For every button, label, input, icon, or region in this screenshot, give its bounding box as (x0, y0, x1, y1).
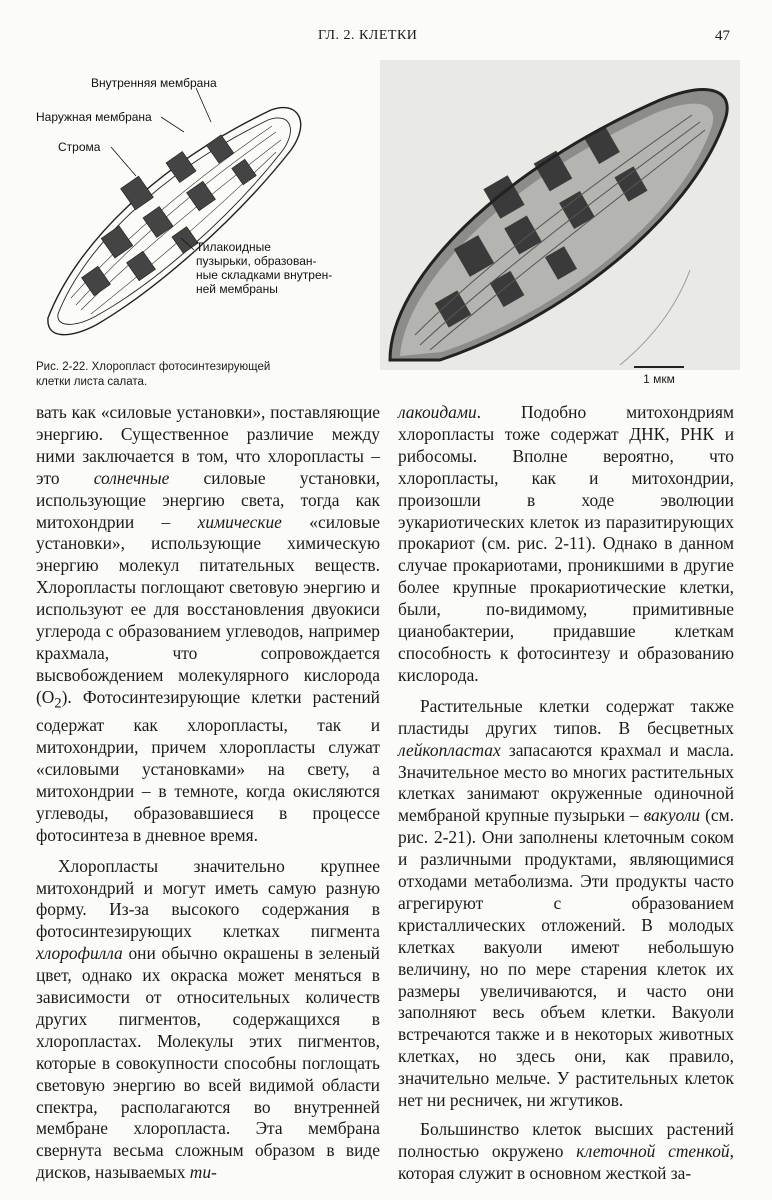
text-run: запасаются крахмал и масла. Значительное место во многих растительных клетках занимают окруженные одиночной мембраной крупные пузырьки – (398, 739, 734, 826)
paragraph (36, 856, 380, 1185)
label-outer-membrane: Наружная мембрана (36, 110, 152, 124)
text-run: Большинство клеток высших растений полностью окружено (398, 1119, 734, 1161)
emphasis: ти- (189, 1162, 217, 1183)
emphasis: вакуоли (643, 805, 701, 826)
caption-line: клетки листа салата. (36, 376, 148, 388)
emphasis: солнечные (93, 467, 170, 488)
right-column (398, 402, 734, 1185)
text-run: вать как «силовые установки», поставляющие энергию. Существенное различие между ними заключается в том, что хлоропласты – это (36, 402, 380, 488)
text-run: (см. рис. 2-21). Они заполнены клеточным соком и различными продуктами, являющимися отходами метаболизма. Эти продукты часто агрегируют с образованием кристаллических отложений. В молодых клетках вакуоли имеют небольшую величину, но по мере старения клеток их размеры увеличиваются, и часто они заполняют весь объем клетки. Вакуоли встречаются также и в некоторых животных клетках, но здесь они, как правило, значительно мельче. У растительных клеток нет ни ресничек, ни жгутиков. (398, 805, 734, 1111)
emphasis: химические (197, 511, 282, 532)
label-thylakoids-line: пузырьки, образован- (196, 254, 317, 268)
caption-line: Рис. 2-22. Хлоропласт фотосинтезирующей (36, 361, 271, 373)
paragraph (36, 402, 380, 847)
micrograph-image (380, 60, 740, 370)
scale-bar-line (634, 366, 684, 368)
chloroplast-diagram (36, 70, 336, 360)
label-stroma: Строма (58, 140, 101, 154)
figure-caption (36, 360, 356, 390)
label-thylakoids-line: Тилакоидные (196, 240, 271, 254)
scale-bar (634, 360, 694, 386)
label-thylakoids-line: ней мембраны (196, 282, 278, 296)
paragraph (398, 402, 734, 687)
page-number: 47 (715, 28, 730, 44)
emphasis: клеточной стенкой (576, 1140, 730, 1161)
label-inner-membrane: Внутренняя мембрана (91, 76, 217, 90)
text-run: Хлоропласты значительно крупнее митохондрий и могут иметь самую разную форму. Из-за высокого содержания в фотосинтезирующих клетках пигмента (36, 855, 380, 942)
emphasis: лейкопластах (398, 739, 501, 760)
running-head: ГЛ. 2. КЛЕТКИ (318, 28, 418, 43)
paragraph (398, 1119, 734, 1185)
label-thylakoids (196, 240, 336, 296)
text-run: Растительные клетки содержат также пластиды других типов. В бесцветных (398, 695, 734, 738)
text-run: они обычно окрашены в зеленый цвет, однако их окраска может меняться в зависимости от относительных количеств других пигментов, содержащихся в хлоропластах. Молекулы этих пигментов, которые в совокупности способны поглощать световую энергию во всей видимой области спектра, располагаются во внутренней мембране хлоропласта. Эта мембрана свернута весьма сложным образом в виде дисков, называемых (36, 943, 380, 1183)
text-run: . Подобно митохондриям хлоропласты тоже содержат ДНК, РНК и рибосомы. Вполне вероятно, что хлоропласты, как и митохондрии, произошли в ходе эволюции эукариотических клеток из паразитирующих прокариот (см. рис. 2-11). Однако в данном случае прокариотами, проникшими в другие более крупные прокариотические клетки, были, по-видимому, примитивные цианобактерии, придавшие клеткам способность к фотосинтезу и образованию кислорода. (398, 402, 734, 685)
text-run: , которая служит в основном жесткой за- (398, 1140, 734, 1183)
label-thylakoids-line: ные складками внутрен- (196, 268, 333, 282)
chloroplast-micrograph (380, 60, 740, 370)
text-run: «силовые установки», использующие химическую энергию молекул питательных веществ. Хлоропласты поглощают световую энергию и используют ее для восстановления двуокиси углерода с образованием углеводов, например крахмала, что сопровождается высвобождением молекулярного кислорода (O (36, 511, 380, 707)
paragraph (398, 696, 734, 1112)
subscript: 2 (54, 695, 62, 712)
scale-label: 1 мкм (643, 372, 675, 386)
emphasis: хлорофилла (36, 943, 123, 964)
emphasis: лакоидами (398, 402, 477, 422)
text-run: ). Фотосинтезирующие клетки растений содержат как хлоропласты, так и митохондрии, причем хлоропласты служат «силовыми установками» на свету, а митохондрии – в темноте, когда окисляются углеводы, образовавшиеся в процессе фотосинтеза в дневное время. (36, 686, 380, 845)
page-header (0, 28, 772, 50)
left-column (36, 402, 380, 1184)
text-run: силовые установки, использующие энергию света, тогда как митохондрии – (36, 467, 380, 532)
